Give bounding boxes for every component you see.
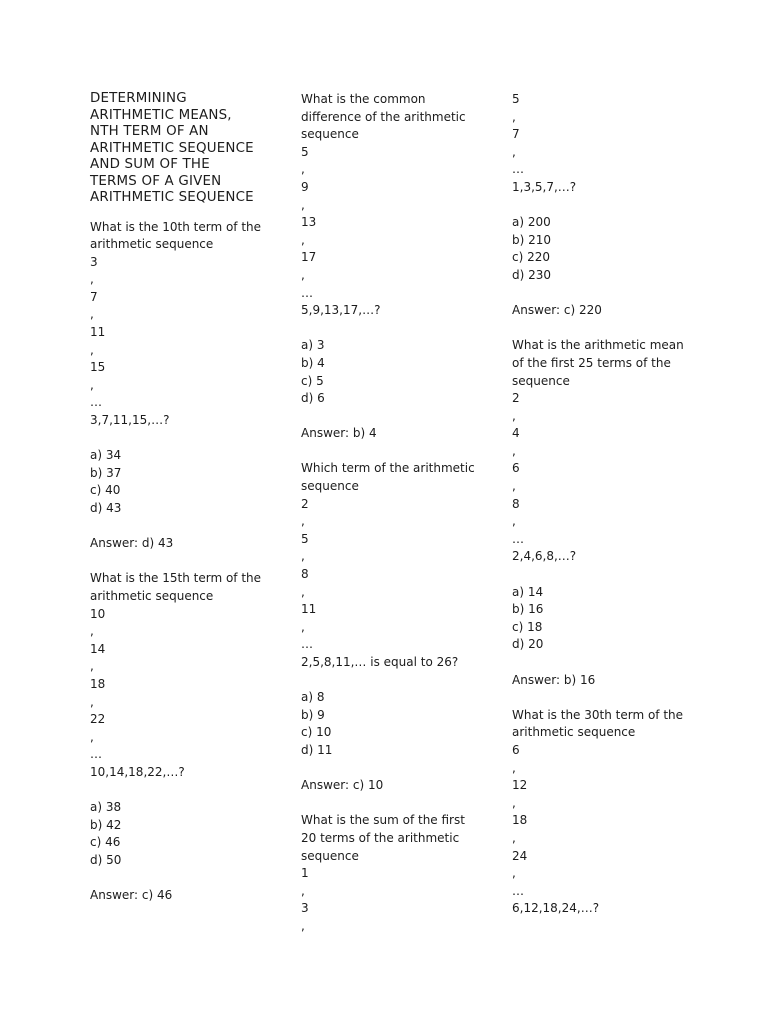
question-sum-first-20: What is the sum of the first 20 terms of the arithmetic sequence 1 , 3 , [301,813,465,933]
question-15th-term: What is the 15th term of the arithmetic sequence 10 , 14 , 18 , 22 , … 10,14,18,22,…? [90,571,262,779]
question-arithmetic-mean: What is the arithmetic mean of the first 25 terms of the sequence 2 , 4 , 6 , 8 , … 2,4,6,8,…? [512,338,684,564]
document-title: DETERMINING ARITHMETIC MEANS, NTH TERM OF AN ARITHMETIC SEQUENCE AND SUM OF THE TERMS OF A GIVEN ARITHMETIC SEQUENCE [90,91,254,205]
options-10th-term: a) 34 b) 37 c) 40 d) 43 [90,448,122,515]
answer-15th-term: Answer: c) 46 [90,888,173,903]
question-which-term: Which term of the arithmetic sequence 2 , 5 , 8 , 11 , … 2,5,8,11,… is equal to 26? [301,461,475,669]
answer-sum-first-20: Answer: c) 220 [512,303,602,318]
column-1 [90,91,280,922]
question-common-difference: What is the common difference of the arithmetic sequence 5 , 9 , 13 , 17 , … 5,9,13,17,…? [301,92,466,318]
answer-10th-term: Answer: d) 43 [90,536,174,551]
column-2 [301,91,491,953]
options-common-difference: a) 3 b) 4 c) 5 d) 6 [301,338,325,406]
answer-common-difference: Answer: b) 4 [301,426,377,441]
question-sum-first-20-continued: 5 , 7 , … 1,3,5,7,…? [512,92,577,194]
options-which-term: a) 8 b) 9 c) 10 d) 11 [301,690,333,757]
question-10th-term: What is the 10th term of the arithmetic sequence 3 , 7 , 11 , 15 , … 3,7,11,15,…? [90,219,262,428]
question-30th-term: What is the 30th term of the arithmetic sequence 6 , 12 , 18 , 24 , … 6,12,18,24,…? [512,707,684,916]
answer-arithmetic-mean: Answer: b) 16 [512,672,596,687]
answer-which-term: Answer: c) 10 [301,778,384,793]
options-15th-term: a) 38 b) 42 c) 46 d) 50 [90,800,122,867]
column-3 [512,91,702,936]
options-arithmetic-mean: a) 14 b) 16 c) 18 d) 20 [512,584,544,652]
options-sum-first-20: a) 200 b) 210 c) 220 d) 230 [512,215,552,282]
